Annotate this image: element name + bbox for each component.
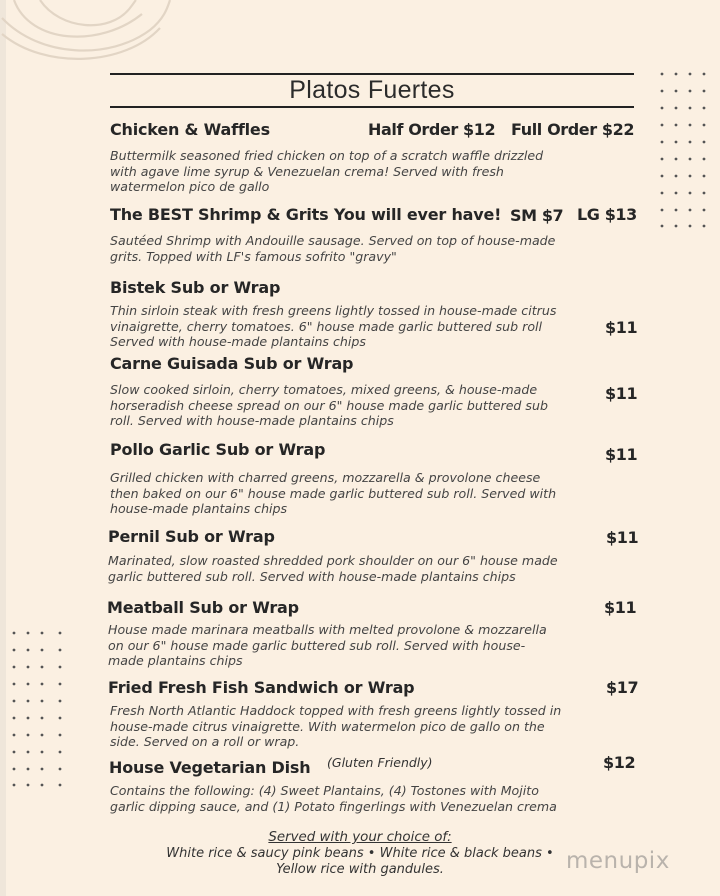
heading-rule-bottom [110, 106, 634, 108]
sides-title: Served with your choice of: [268, 830, 452, 845]
sides-line: Yellow rice with gandules. [276, 862, 444, 877]
menu-item-name: Chicken & Waffles [110, 120, 270, 139]
menu-item-description: Buttermilk seasoned fried chicken on top of a scratch waffle drizzled with agave lime syrup & Venezuelan crema! Served with fresh watermelon pico de gallo [110, 148, 544, 194]
menu-item-name: Bistek Sub or Wrap [110, 278, 281, 297]
menu-item-name: Carne Guisada Sub or Wrap [110, 354, 354, 373]
menu-item-price: $12 [603, 753, 636, 772]
decorative-dot-grid-top-right [656, 66, 720, 234]
decorative-swirl [0, 0, 180, 62]
menu-item-name: The BEST Shrimp & Grits You will ever have! [110, 205, 502, 224]
menu-item-price: $11 [605, 384, 638, 403]
menu-item-name: Meatball Sub or Wrap [107, 598, 299, 617]
menu-item-description: Slow cooked sirloin, cherry tomatoes, mixed greens, & house-made horseradish cheese spread on our 6" house made garlic buttered sub roll. Served with house-made plantains chips [110, 382, 548, 428]
heading-rule-top [110, 73, 634, 75]
menu-item-description: Sautéed Shrimp with Andouille sausage. Served on top of house-made grits. Topped with LF's famous sofrito "gravy" [110, 233, 556, 264]
menu-item-price: $11 [606, 528, 639, 547]
menu-item-description: Contains the following: (4) Sweet Plantains, (4) Tostones with Mojito garlic dipping sauce, and (1) Potato fingerlings with Venezuelan crema [110, 783, 557, 814]
section-heading: Platos Fuertes [289, 76, 455, 104]
menu-item-price: $11 [605, 318, 638, 337]
menu-item-name: Pernil Sub or Wrap [108, 527, 275, 546]
menu-item-price: $11 [604, 598, 637, 617]
menu-item-description: Fresh North Atlantic Haddock topped with fresh greens lightly tossed in house-made citrus vinaigrette. With watermelon pico de gallo on the side. Served on a roll or wrap. [110, 703, 562, 749]
menu-item-description: Thin sirloin steak with fresh greens lightly tossed in house-made citrus vinaigrette, cherry tomatoes. 6" house made garlic buttered sub roll Served with house-made plantains chips [110, 303, 557, 349]
sides-section [110, 829, 610, 878]
decorative-dot-grid-bottom-left [8, 626, 72, 792]
menu-item-price-half: Half Order $12 [368, 120, 496, 139]
menu-item-name: Fried Fresh Fish Sandwich or Wrap [108, 678, 415, 697]
page-left-edge [0, 0, 6, 896]
watermark: menupix [566, 848, 670, 874]
menu-item-price-full: Full Order $22 [511, 120, 635, 139]
gluten-friendly-note: (Gluten Friendly) [327, 755, 433, 770]
menu-item-description: Grilled chicken with charred greens, mozzarella & provolone cheese then baked on our 6" house made garlic buttered sub roll. Served with house-made plantains chips [110, 470, 557, 516]
menu-item-price: $17 [606, 678, 639, 697]
menu-item-price-small: SM $7 [510, 206, 564, 225]
menu-item-name: Pollo Garlic Sub or Wrap [110, 440, 326, 459]
menu-item-description: House made marinara meatballs with melted provolone & mozzarella on our 6" house made garlic buttered sub roll. Served with house- made plantains chips [108, 622, 547, 668]
sides-line: White rice & saucy pink beans • White rice & black beans • [166, 846, 554, 861]
menu-item-description: Marinated, slow roasted shredded pork shoulder on our 6" house made garlic buttered sub roll. Served with house-made plantains chips [108, 553, 558, 584]
menu-item-name: House Vegetarian Dish [109, 758, 311, 777]
menu-item-price-large: LG $13 [577, 205, 637, 224]
menu-item-price: $11 [605, 445, 638, 464]
